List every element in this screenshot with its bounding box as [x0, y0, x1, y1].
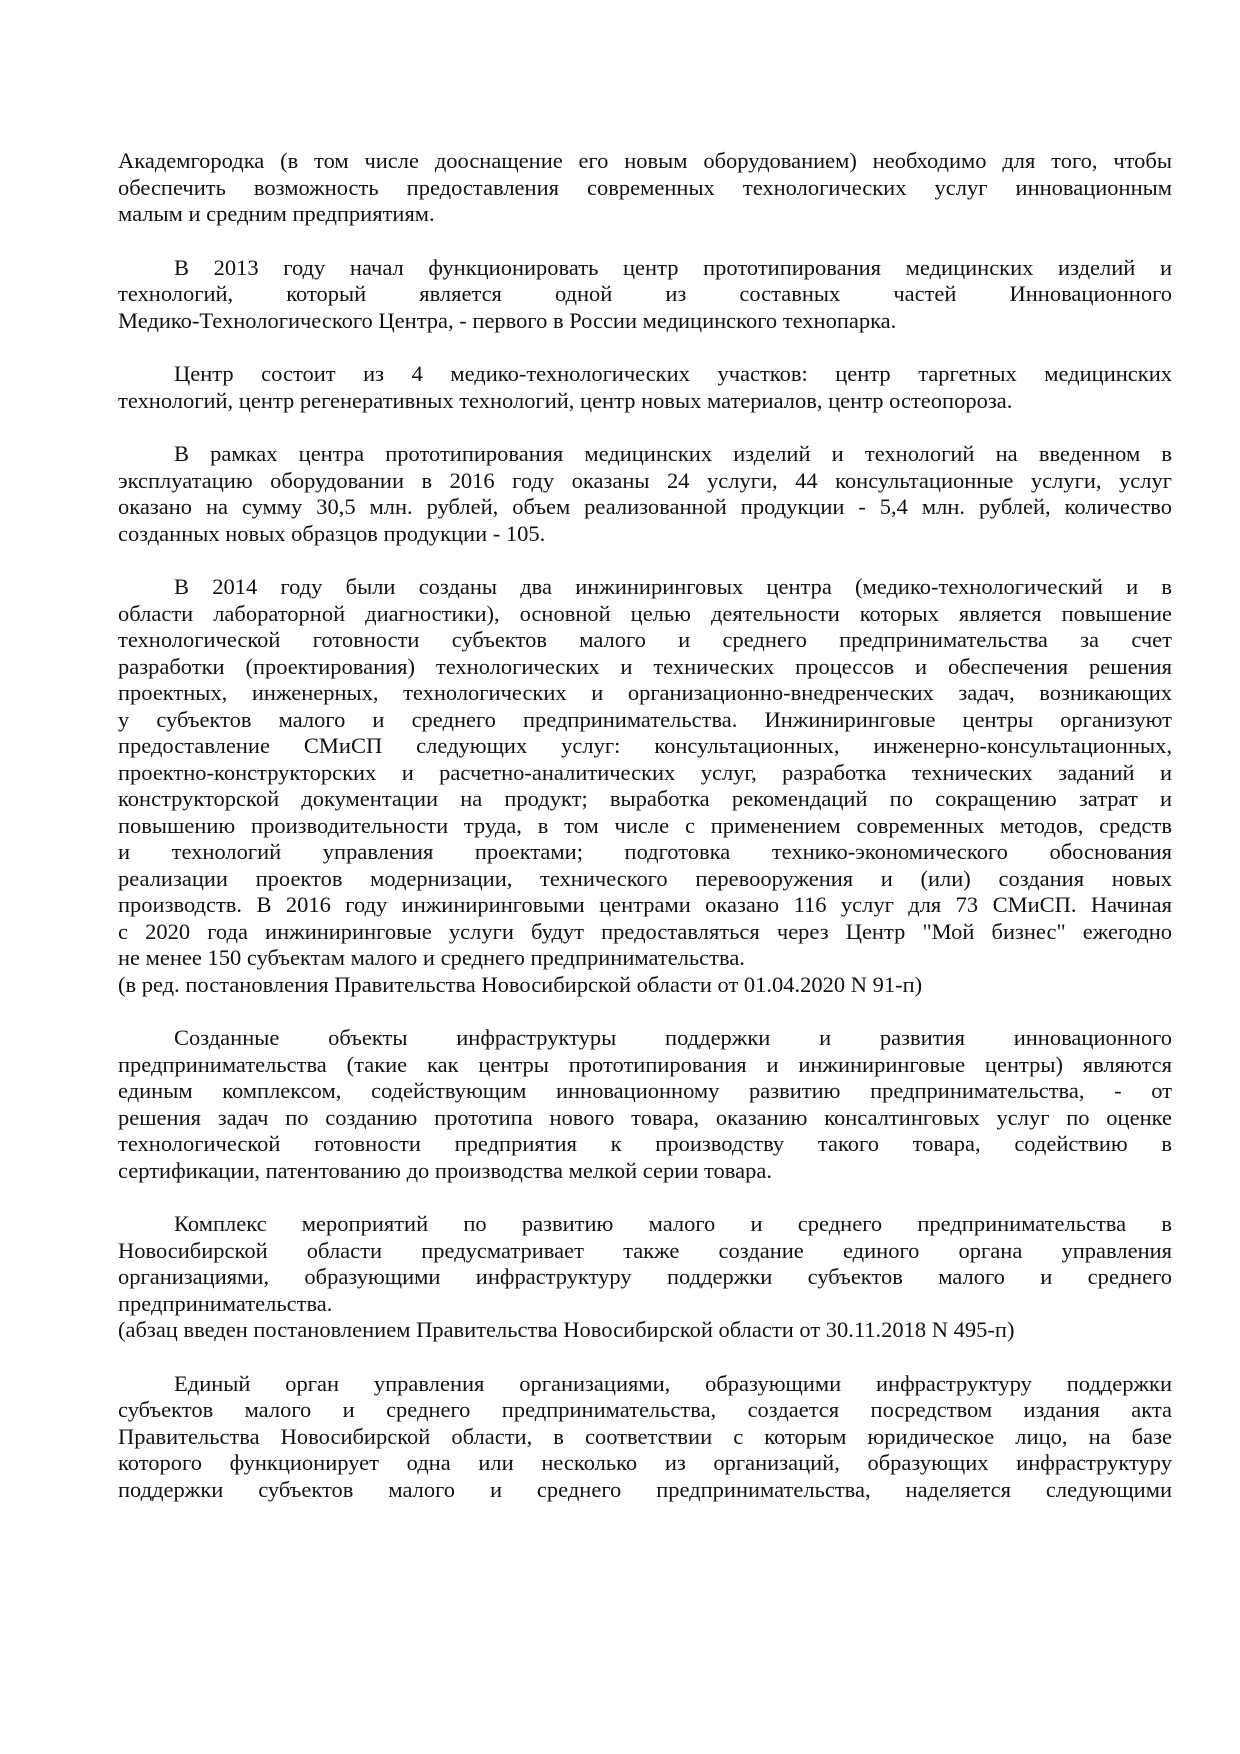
text-line: технологической готовности субъектов малого и среднего предпринимательства за счет: [118, 627, 1172, 652]
paragraph-8: [118, 1371, 1172, 1504]
text-line: Академгородка (в том числе дооснащение его новым оборудованием) необходимо для того, чтобы: [118, 148, 1172, 173]
text-line: В 2014 году были созданы два инжиниринговых центра (медико-технологический и в: [174, 574, 1172, 599]
text-line: Созданные объекты инфраструктуры поддержки и развития инновационного: [174, 1025, 1172, 1050]
text-line: области лабораторной диагностики), основной целью деятельности которых является повышение: [118, 600, 1172, 626]
text-line: предпринимательства (такие как центры прототипирования и инжиниринговые центры) являются: [118, 1051, 1172, 1077]
text-line: эксплуатацию оборудовании в 2016 году оказаны 24 услуги, 44 консультационные услуги, услуг: [118, 467, 1172, 493]
text-line: единым комплексом, содействующим инновационному развитию предпринимательства, - от: [118, 1078, 1172, 1103]
text-line: технологий, который является одной из составных частей Инновационного: [118, 281, 1172, 306]
text-line: предпринимательства.: [118, 1290, 333, 1316]
text-line: Центр состоит из 4 медико-технологических участков: центр таргетных медицинских: [174, 361, 1172, 386]
text-line: технологий, центр регенеративных технологий, центр новых материалов, центр остеопороза.: [118, 387, 1013, 413]
text-line: которого функционирует одна или несколько из организаций, образующих инфраструктуру: [118, 1450, 1172, 1475]
amendment-note: [118, 1317, 1172, 1344]
text-line: проектных, инженерных, технологических и организационно-внедренческих задач, возникающих: [118, 680, 1172, 705]
text-line: с 2020 года инжиниринговые услуги будут предоставляться через Центр "Мой бизнес" ежегодно: [118, 918, 1172, 944]
paragraph-4: [118, 441, 1172, 547]
text-line: сертификации, патентованию до производства мелкой серии товара.: [118, 1157, 772, 1183]
text-line: предоставление СМиСП следующих услуг: консультационных, инженерно-консультационных,: [118, 733, 1172, 758]
text-line: технологической готовности предприятия к производству такого товара, содействию в: [118, 1131, 1172, 1156]
text-line: реализации проектов модернизации, технического перевооружения и (или) создания новых: [118, 865, 1172, 891]
text-line: решения задач по созданию прототипа нового товара, оказанию консалтинговых услуг по оценке: [118, 1104, 1172, 1130]
text-line: Медико-Технологического Центра, - первого в России медицинского технопарка.: [118, 307, 897, 333]
paragraph-7: [118, 1211, 1172, 1317]
paragraph-3: [118, 361, 1172, 414]
text-line: Правительства Новосибирской области, в соответствии с которым юридическое лицо, на базе: [118, 1423, 1172, 1449]
text-line: не менее 150 субъектам малого и среднего предпринимательства.: [118, 945, 745, 970]
amendment-note-text: (абзац введен постановлением Правительства Новосибирской области от 30.11.2018 N 495-п): [118, 1317, 1015, 1342]
text-line: повышению производительности труда, в том числе с применением современных методов, средств: [118, 812, 1172, 838]
text-line: созданных новых образцов продукции - 105.: [118, 520, 546, 546]
text-line: В 2013 году начал функционировать центр прототипирования медицинских изделий и: [174, 254, 1172, 280]
paragraph-2: [118, 255, 1172, 335]
text-line: организациями, образующими инфраструктуру поддержки субъектов малого и среднего: [118, 1264, 1172, 1289]
text-line: у субъектов малого и среднего предпринимательства. Инжиниринговые центры организуют: [118, 706, 1172, 732]
document-page: [118, 148, 1172, 1530]
text-line: разработки (проектирования) технологических и технических процессов и обеспечения решения: [118, 653, 1172, 679]
text-line: производств. В 2016 году инжиниринговыми центрами оказано 116 услуг для 73 СМиСП. Начиная: [118, 892, 1172, 917]
text-line: Комплекс мероприятий по развитию малого и среднего предпринимательства в: [174, 1211, 1172, 1236]
text-line: малым и средним предприятиям.: [118, 201, 435, 226]
text-line: обеспечить возможность предоставления современных технологических услуг инновационным: [118, 174, 1172, 200]
text-line: Единый орган управления организациями, образующими инфраструктуру поддержки: [174, 1370, 1172, 1396]
text-line: субъектов малого и среднего предпринимательства, создается посредством издания акта: [118, 1397, 1172, 1422]
text-line: конструкторской документации на продукт; выработка рекомендаций по сокращению затрат и: [118, 786, 1172, 811]
text-line: оказано на сумму 30,5 млн. рублей, объем реализованной продукции - 5,4 млн. рублей, количество: [118, 494, 1172, 519]
text-line: и технологий управления проектами; подготовка технико-экономического обоснования: [118, 839, 1172, 864]
text-line: Новосибирской области предусматривает также создание единого органа управления: [118, 1237, 1172, 1263]
paragraph-6: [118, 1025, 1172, 1184]
paragraph-1: [118, 148, 1172, 228]
amendment-note-text: (в ред. постановления Правительства Новосибирской области от 01.04.2020 N 91-п): [118, 971, 923, 997]
paragraph-5: [118, 574, 1172, 972]
amendment-note: [118, 972, 1172, 999]
text-line: В рамках центра прототипирования медицинских изделий и технологий на введенном в: [174, 441, 1172, 466]
text-line: поддержки субъектов малого и среднего предпринимательства, наделяется следующими: [118, 1476, 1172, 1502]
text-line: проектно-конструкторских и расчетно-аналитических услуг, разработка технических заданий и: [118, 759, 1172, 785]
